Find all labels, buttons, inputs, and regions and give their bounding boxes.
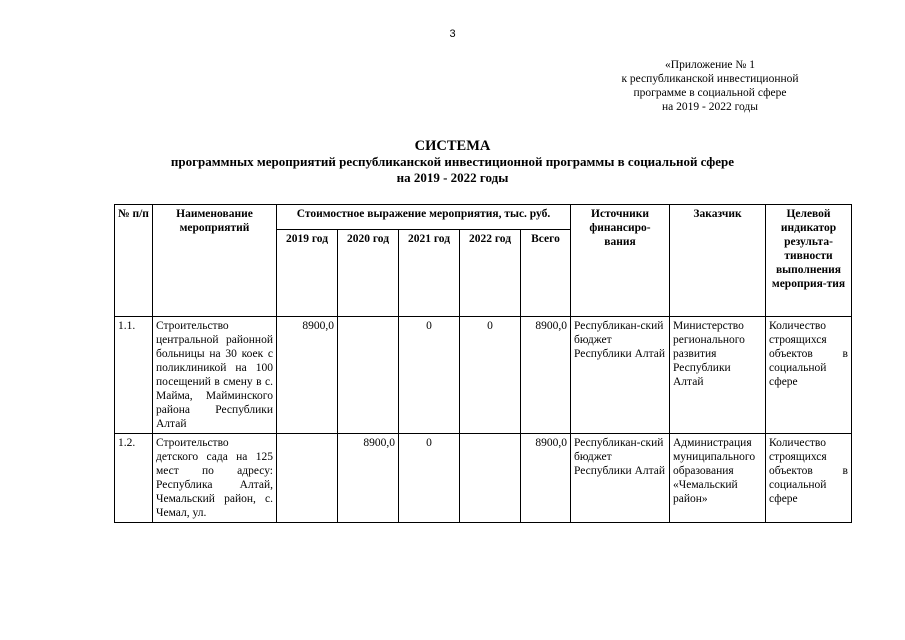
cell-num: 1.1.: [115, 317, 153, 434]
header-2020: 2020 год: [338, 230, 399, 317]
header-num: № п/п: [115, 205, 153, 317]
cell-2022: 0: [460, 317, 521, 434]
appendix-line: на 2019 - 2022 годы: [661, 101, 758, 113]
cell-2019: 8900,0: [277, 317, 338, 434]
cell-2020: 8900,0: [338, 434, 399, 523]
header-total: Всего: [521, 230, 571, 317]
cell-2021: 0: [399, 434, 460, 523]
cell-total: 8900,0: [521, 317, 571, 434]
program-table: [114, 204, 852, 523]
appendix-note: [560, 58, 860, 114]
cell-name: Строительство детского сада на 125 мест по адресу: Республика Алтай, Чемальский район, с. Чемал, ул.: [153, 434, 277, 523]
page-bottom-margin: [114, 581, 852, 640]
table-row: [115, 434, 852, 523]
cell-2020: [338, 317, 399, 434]
header-name: Наименование мероприятий: [153, 205, 277, 317]
header-2019: 2019 год: [277, 230, 338, 317]
appendix-line: программе в социальной сфере: [633, 87, 787, 99]
table-row: [115, 317, 852, 434]
cell-2019: [277, 434, 338, 523]
header-indicator: Целевой индикатор результа-тивности выполнения мероприя-тия: [766, 205, 852, 317]
cell-indicator: Количество строящихся объектов в социальной сфере: [766, 434, 852, 523]
header-customer: Заказчик: [670, 205, 766, 317]
header-sources: Источники финансиро-вания: [571, 205, 670, 317]
cell-2021: 0: [399, 317, 460, 434]
cell-name: Строительство центральной районной больницы на 30 коек с поликлиникой на 100 посещений в смену в с. Майма, Майминского района Республики Алтай: [153, 317, 277, 434]
table-header-row: [115, 205, 852, 230]
title-main: СИСТЕМА: [414, 138, 491, 154]
title-line: на 2019 - 2022 годы: [396, 170, 509, 185]
cell-sources: Республикан-ский бюджет Республики Алтай: [571, 434, 670, 523]
cell-sources: Республикан-ский бюджет Республики Алтай: [571, 317, 670, 434]
title-line: программных мероприятий республиканской инвестиционной программы в социальной сфере: [170, 154, 735, 169]
cell-num: 1.2.: [115, 434, 153, 523]
header-2021: 2021 год: [399, 230, 460, 317]
header-2022: 2022 год: [460, 230, 521, 317]
cell-indicator: Количество строящихся объектов в социальной сфере: [766, 317, 852, 434]
cell-customer: Министерство регионального развития Республики Алтай: [670, 317, 766, 434]
page-number: 3: [449, 28, 456, 40]
cell-2022: [460, 434, 521, 523]
document-title: [0, 138, 905, 186]
header-cost: Стоимостное выражение мероприятия, тыс. руб.: [277, 205, 571, 230]
cell-customer: Администрация муниципального образования «Чемальский район»: [670, 434, 766, 523]
cell-total: 8900,0: [521, 434, 571, 523]
appendix-line: к республиканской инвестиционной: [621, 73, 799, 85]
appendix-line: «Приложение № 1: [665, 59, 755, 71]
